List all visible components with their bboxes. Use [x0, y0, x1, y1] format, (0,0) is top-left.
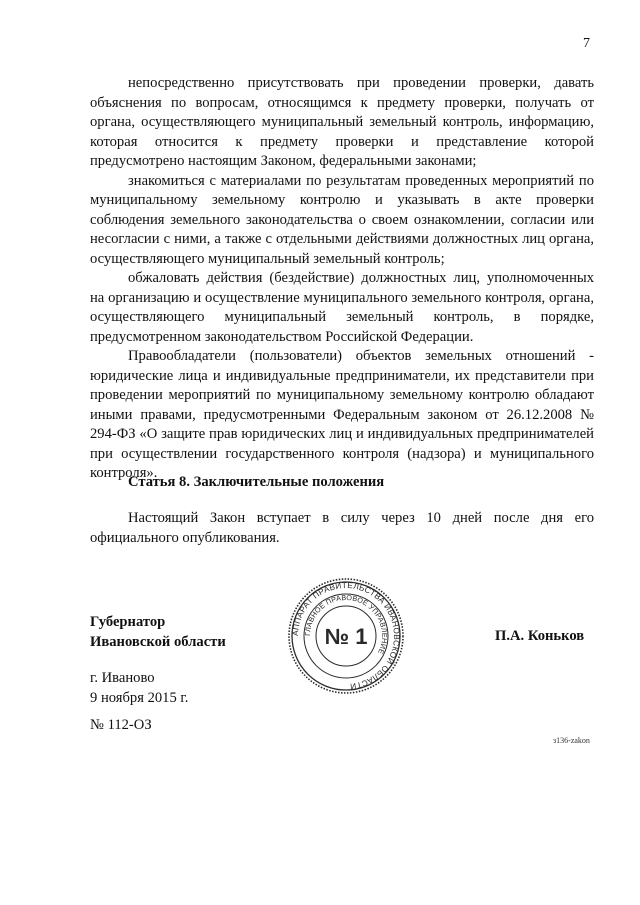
page-number: 7 — [583, 36, 590, 51]
svg-text:АППАРАТ ПРАВИТЕЛЬСТВА ИВАНОВСК: АППАРАТ ПРАВИТЕЛЬСТВА ИВАНОВСКОЙ ОБЛАСТИ — [290, 580, 402, 691]
place: г. Иваново — [90, 670, 155, 686]
signatory-name: П.А. Коньков — [495, 628, 585, 644]
paragraph: знакомиться с материалами по результатам проведенных мероприятий по муниципальному земельному контролю и указывать в акте проверки соблюдения земельного законодательства о своем ознакомлении, согласии или несогласии с ними, а также с отдельными действиями должностных лиц органа, осуществляющего муниципальный земельный контроль; — [90, 172, 594, 267]
paragraph: непосредственно присутствовать при проведении проверки, давать объяснения по вопросам, относящимся к предмету проверки, получать от органа, осуществляющего муниципальный земельный контроль, информацию, которая относится к предмету проверки и представление которой предусмотрено настоящим Законом, федеральными законами; — [90, 75, 594, 169]
paragraph: обжаловать действия (бездействие) должностных лиц, уполномоченных на организацию и осуществление муниципального земельного контроля, органа, осуществляющего муниципальный земельный контроль, в порядке, предусмотренном законодательством Российской Федерации. — [90, 270, 594, 345]
official-seal — [286, 576, 406, 696]
document-code: з136-zakon — [553, 736, 590, 745]
signatory-title-line1: Губернатор — [90, 614, 166, 630]
date: 9 ноября 2015 г. — [90, 690, 189, 706]
place-date — [90, 668, 188, 708]
signatory-title — [90, 612, 226, 652]
body-text — [90, 74, 594, 484]
svg-text:ГЛАВНОЕ ПРАВОВОЕ УПРАВЛЕНИЕ: ГЛАВНОЕ ПРАВОВОЕ УПРАВЛЕНИЕ — [302, 592, 390, 656]
final-text — [90, 509, 594, 548]
signatory-title-line2: Ивановской области — [90, 634, 226, 650]
svg-text:№ 1: № 1 — [324, 624, 368, 649]
article-title: Статья 8. Заключительные положения — [128, 474, 385, 490]
paragraph: Настоящий Закон вступает в силу через 10 дней после дня его официального опубликования. — [90, 510, 594, 546]
law-number: № 112-ОЗ — [90, 717, 152, 733]
paragraph: Правообладатели (пользователи) объектов земельных отношений - юридические лица и индивидуальные предприниматели, их представители при проведении мероприятий по муниципальному земельному контролю обладают иными правами, предусмотренными Федеральным законом от 26.12.2008 № 294-ФЗ «О защите прав юридических лиц и индивидуальных предпринимателей при осуществлении государственного контроля (надзора) и муниципального контроля». — [90, 348, 594, 481]
